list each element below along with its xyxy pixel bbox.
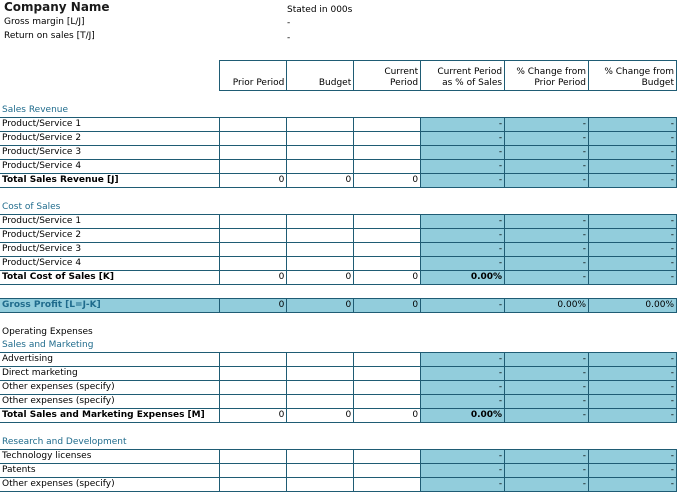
gross-profit-change[interactable]: 0.00% bbox=[505, 299, 589, 313]
gross-profit-value[interactable]: 0 bbox=[354, 299, 421, 313]
header-spacer bbox=[0, 61, 220, 91]
line-item-label: Product/Service 1 bbox=[0, 215, 220, 229]
input-cell[interactable] bbox=[220, 381, 287, 395]
calc-cell[interactable]: - bbox=[589, 367, 677, 381]
section-header bbox=[0, 436, 677, 450]
calc-cell[interactable]: - bbox=[589, 118, 677, 132]
column-header-4 bbox=[505, 61, 589, 91]
line-item-row bbox=[0, 367, 677, 381]
empty-cell bbox=[354, 91, 421, 105]
empty-cell bbox=[589, 313, 677, 327]
calc-cell[interactable]: - bbox=[421, 118, 505, 132]
empty-cell bbox=[421, 201, 505, 215]
calc-cell[interactable]: - bbox=[589, 160, 677, 174]
empty-cell bbox=[354, 339, 421, 353]
empty-cell bbox=[421, 339, 505, 353]
input-cell[interactable] bbox=[354, 464, 421, 478]
return-on-sales-label: Return on sales [T/J] bbox=[4, 31, 95, 41]
line-item-label: Product/Service 4 bbox=[0, 257, 220, 271]
input-cell[interactable] bbox=[287, 229, 354, 243]
empty-cell bbox=[421, 285, 505, 299]
empty-cell bbox=[220, 285, 287, 299]
input-cell[interactable] bbox=[220, 132, 287, 146]
line-item-row bbox=[0, 118, 677, 132]
calc-cell[interactable]: - bbox=[505, 367, 589, 381]
stated-in-label: Stated in 000s bbox=[287, 5, 353, 15]
empty-cell bbox=[589, 188, 677, 202]
input-cell[interactable] bbox=[220, 118, 287, 132]
input-cell[interactable] bbox=[287, 160, 354, 174]
blank-row bbox=[0, 313, 677, 327]
total-cost-of-sales-label: Total Cost of Sales [K] bbox=[0, 271, 220, 285]
empty-cell bbox=[287, 339, 354, 353]
empty-cell bbox=[421, 423, 505, 437]
change-cell[interactable]: - bbox=[505, 271, 589, 285]
blank-row bbox=[0, 188, 677, 202]
column-header-0 bbox=[220, 61, 287, 91]
empty-cell bbox=[589, 423, 677, 437]
line-item-label: Technology licenses bbox=[0, 450, 220, 464]
empty-cell bbox=[354, 285, 421, 299]
total-value[interactable]: 0 bbox=[287, 174, 354, 188]
calc-cell[interactable]: - bbox=[421, 243, 505, 257]
empty-cell bbox=[421, 91, 505, 105]
empty-cell bbox=[354, 423, 421, 437]
column-header-line1: % Change from bbox=[516, 67, 587, 77]
pct-of-sales-cell[interactable]: 0.00% bbox=[421, 409, 505, 423]
empty-cell bbox=[287, 104, 354, 118]
input-cell[interactable] bbox=[287, 395, 354, 409]
line-item-label: Patents bbox=[0, 464, 220, 478]
line-item-row bbox=[0, 464, 677, 478]
gross-margin-value[interactable]: - bbox=[287, 18, 291, 28]
input-cell[interactable] bbox=[220, 450, 287, 464]
calc-cell[interactable]: - bbox=[421, 381, 505, 395]
empty-cell bbox=[505, 201, 589, 215]
empty-cell bbox=[220, 91, 287, 105]
total-cost-of-sales bbox=[0, 271, 677, 285]
calc-cell[interactable]: - bbox=[505, 478, 589, 492]
line-item-label: Product/Service 4 bbox=[0, 160, 220, 174]
empty-cell bbox=[287, 436, 354, 450]
empty-cell bbox=[220, 313, 287, 327]
empty-cell bbox=[354, 313, 421, 327]
empty-cell bbox=[220, 188, 287, 202]
budget-sheet bbox=[0, 60, 677, 492]
blank-row bbox=[0, 285, 677, 299]
input-cell[interactable] bbox=[354, 160, 421, 174]
calc-cell[interactable]: - bbox=[421, 464, 505, 478]
empty-cell bbox=[589, 436, 677, 450]
column-header-line1 bbox=[289, 67, 351, 78]
calc-cell[interactable]: - bbox=[589, 464, 677, 478]
calc-cell[interactable]: - bbox=[421, 146, 505, 160]
empty-cell bbox=[354, 188, 421, 202]
empty-cell bbox=[505, 423, 589, 437]
input-cell[interactable] bbox=[220, 353, 287, 367]
total-value[interactable]: 0 bbox=[287, 409, 354, 423]
empty-cell bbox=[421, 436, 505, 450]
column-header-3 bbox=[421, 61, 505, 91]
gross-profit-pct[interactable]: - bbox=[421, 299, 505, 313]
empty-cell bbox=[0, 313, 220, 327]
column-header-1 bbox=[287, 61, 354, 91]
operating-expenses-header bbox=[0, 326, 677, 339]
empty-cell bbox=[287, 285, 354, 299]
calc-cell[interactable]: - bbox=[421, 478, 505, 492]
input-cell[interactable] bbox=[354, 381, 421, 395]
input-cell[interactable] bbox=[354, 367, 421, 381]
line-item-label: Other expenses (specify) bbox=[0, 381, 220, 395]
empty-cell bbox=[421, 326, 505, 339]
section-header bbox=[0, 104, 677, 118]
gross-profit-row bbox=[0, 299, 677, 313]
input-cell[interactable] bbox=[287, 464, 354, 478]
line-item-row bbox=[0, 381, 677, 395]
calc-cell[interactable]: - bbox=[421, 395, 505, 409]
empty-cell bbox=[220, 423, 287, 437]
line-item-row bbox=[0, 215, 677, 229]
line-item-label: Product/Service 3 bbox=[0, 146, 220, 160]
empty-cell bbox=[287, 201, 354, 215]
calc-cell[interactable]: - bbox=[505, 450, 589, 464]
input-cell[interactable] bbox=[354, 215, 421, 229]
empty-cell bbox=[421, 104, 505, 118]
column-header-line2: Prior Period bbox=[534, 78, 587, 88]
line-item-row bbox=[0, 450, 677, 464]
line-item-label: Product/Service 1 bbox=[0, 118, 220, 132]
input-cell[interactable] bbox=[220, 464, 287, 478]
section-sales-revenue: Sales Revenue bbox=[2, 105, 69, 115]
calc-cell[interactable]: - bbox=[505, 132, 589, 146]
calc-cell[interactable]: - bbox=[589, 132, 677, 146]
column-header-line2: Budget bbox=[318, 78, 352, 88]
empty-cell bbox=[505, 285, 589, 299]
change-cell[interactable]: - bbox=[505, 409, 589, 423]
line-item-row bbox=[0, 395, 677, 409]
input-cell[interactable] bbox=[220, 367, 287, 381]
calc-cell[interactable]: - bbox=[589, 243, 677, 257]
total-sales-revenue bbox=[0, 174, 677, 188]
calc-cell[interactable]: - bbox=[421, 229, 505, 243]
calc-cell[interactable]: - bbox=[505, 353, 589, 367]
section-header bbox=[0, 339, 677, 353]
total-sales-marketing-label: Total Sales and Marketing Expenses [M] bbox=[0, 409, 220, 423]
line-item-row bbox=[0, 160, 677, 174]
section-cost-of-sales: Cost of Sales bbox=[2, 202, 61, 212]
total-value[interactable]: 0 bbox=[220, 271, 287, 285]
blank-row bbox=[0, 423, 677, 437]
empty-cell bbox=[220, 436, 287, 450]
calc-cell[interactable]: - bbox=[505, 215, 589, 229]
calc-cell[interactable]: - bbox=[505, 146, 589, 160]
column-header-line1: % Change from bbox=[604, 67, 674, 77]
line-item-label: Other expenses (specify) bbox=[0, 478, 220, 492]
input-cell[interactable] bbox=[220, 257, 287, 271]
input-cell[interactable] bbox=[287, 146, 354, 160]
empty-cell bbox=[589, 104, 677, 118]
input-cell[interactable] bbox=[354, 118, 421, 132]
calc-cell[interactable]: - bbox=[505, 243, 589, 257]
input-cell[interactable] bbox=[220, 243, 287, 257]
gross-profit-value[interactable]: 0 bbox=[287, 299, 354, 313]
input-cell[interactable] bbox=[220, 160, 287, 174]
empty-cell bbox=[421, 188, 505, 202]
calc-cell[interactable]: - bbox=[421, 215, 505, 229]
change-cell[interactable]: - bbox=[589, 271, 677, 285]
empty-cell bbox=[220, 326, 287, 339]
empty-cell bbox=[505, 326, 589, 339]
empty-cell bbox=[354, 436, 421, 450]
column-header-line2: Period bbox=[390, 78, 419, 88]
empty-cell bbox=[505, 91, 589, 105]
calc-cell[interactable]: - bbox=[589, 353, 677, 367]
pct-of-sales-cell[interactable]: - bbox=[421, 174, 505, 188]
calc-cell[interactable]: - bbox=[505, 395, 589, 409]
input-cell[interactable] bbox=[287, 132, 354, 146]
total-value[interactable]: 0 bbox=[220, 409, 287, 423]
change-cell[interactable]: - bbox=[589, 174, 677, 188]
calc-cell[interactable]: - bbox=[421, 160, 505, 174]
gross-profit-change[interactable]: 0.00% bbox=[589, 299, 677, 313]
calc-cell[interactable]: - bbox=[421, 450, 505, 464]
total-value[interactable]: 0 bbox=[354, 271, 421, 285]
input-cell[interactable] bbox=[220, 229, 287, 243]
empty-cell bbox=[220, 339, 287, 353]
empty-cell bbox=[0, 91, 220, 105]
calc-cell[interactable]: - bbox=[589, 229, 677, 243]
empty-cell bbox=[354, 326, 421, 339]
empty-cell bbox=[287, 188, 354, 202]
input-cell[interactable] bbox=[287, 257, 354, 271]
gross-profit-label: Gross Profit [L=J-K] bbox=[0, 299, 220, 313]
calc-cell[interactable]: - bbox=[589, 450, 677, 464]
calc-cell[interactable]: - bbox=[589, 257, 677, 271]
line-item-row bbox=[0, 132, 677, 146]
empty-cell bbox=[354, 104, 421, 118]
calc-cell[interactable]: - bbox=[589, 478, 677, 492]
column-header-line1: Current Period bbox=[437, 67, 503, 77]
empty-cell bbox=[0, 423, 220, 437]
calc-cell[interactable]: - bbox=[505, 381, 589, 395]
calc-cell[interactable]: - bbox=[505, 229, 589, 243]
total-sales-revenue-label: Total Sales Revenue [J] bbox=[0, 174, 220, 188]
calc-cell[interactable]: - bbox=[421, 367, 505, 381]
empty-cell bbox=[0, 188, 220, 202]
line-item-row bbox=[0, 353, 677, 367]
empty-cell bbox=[287, 423, 354, 437]
column-header-line2: Prior Period bbox=[232, 78, 285, 88]
gross-margin-label: Gross margin [L/J] bbox=[4, 17, 85, 27]
input-cell[interactable] bbox=[287, 243, 354, 257]
calc-cell[interactable]: - bbox=[421, 353, 505, 367]
calc-cell[interactable]: - bbox=[505, 257, 589, 271]
input-cell[interactable] bbox=[354, 257, 421, 271]
blank-row bbox=[0, 91, 677, 105]
empty-cell bbox=[589, 91, 677, 105]
total-value[interactable]: 0 bbox=[287, 271, 354, 285]
input-cell[interactable] bbox=[354, 395, 421, 409]
column-header-2 bbox=[354, 61, 421, 91]
input-cell[interactable] bbox=[220, 146, 287, 160]
line-item-label: Product/Service 2 bbox=[0, 132, 220, 146]
column-header-5 bbox=[589, 61, 677, 91]
total-value[interactable]: 0 bbox=[354, 409, 421, 423]
input-cell[interactable] bbox=[354, 146, 421, 160]
empty-cell bbox=[589, 339, 677, 353]
input-cell[interactable] bbox=[354, 229, 421, 243]
calc-cell[interactable]: - bbox=[589, 146, 677, 160]
input-cell[interactable] bbox=[287, 215, 354, 229]
calc-cell[interactable]: - bbox=[589, 395, 677, 409]
input-cell[interactable] bbox=[354, 450, 421, 464]
change-cell[interactable]: - bbox=[589, 409, 677, 423]
input-cell[interactable] bbox=[220, 215, 287, 229]
empty-cell bbox=[220, 201, 287, 215]
empty-cell bbox=[505, 436, 589, 450]
column-header-line1 bbox=[222, 67, 284, 78]
line-item-label: Other expenses (specify) bbox=[0, 395, 220, 409]
calc-cell[interactable]: - bbox=[589, 215, 677, 229]
empty-cell bbox=[505, 104, 589, 118]
input-cell[interactable] bbox=[354, 243, 421, 257]
empty-cell bbox=[589, 326, 677, 339]
input-cell[interactable] bbox=[354, 132, 421, 146]
input-cell[interactable] bbox=[287, 381, 354, 395]
section-sales-and-marketing: Sales and Marketing bbox=[2, 340, 94, 350]
empty-cell bbox=[505, 188, 589, 202]
operating-expenses-label: Operating Expenses bbox=[2, 327, 93, 337]
gross-profit-value[interactable]: 0 bbox=[220, 299, 287, 313]
line-item-label: Product/Service 3 bbox=[0, 243, 220, 257]
line-item-row bbox=[0, 146, 677, 160]
input-cell[interactable] bbox=[354, 353, 421, 367]
calc-cell[interactable]: - bbox=[505, 464, 589, 478]
line-item-row bbox=[0, 243, 677, 257]
total-sales-marketing bbox=[0, 409, 677, 423]
empty-cell bbox=[287, 91, 354, 105]
calc-cell[interactable]: - bbox=[505, 160, 589, 174]
section-header bbox=[0, 201, 677, 215]
empty-cell bbox=[505, 339, 589, 353]
empty-cell bbox=[589, 201, 677, 215]
input-cell[interactable] bbox=[220, 395, 287, 409]
pct-of-sales-cell[interactable]: 0.00% bbox=[421, 271, 505, 285]
empty-cell bbox=[421, 313, 505, 327]
empty-cell bbox=[589, 285, 677, 299]
empty-cell bbox=[0, 285, 220, 299]
input-cell[interactable] bbox=[287, 118, 354, 132]
line-item-row bbox=[0, 257, 677, 271]
total-value[interactable]: 0 bbox=[354, 174, 421, 188]
company-name: Company Name bbox=[4, 0, 110, 14]
return-on-sales-value[interactable]: - bbox=[287, 33, 291, 43]
column-header-line2: as % of Sales bbox=[442, 78, 503, 88]
line-item-label: Product/Service 2 bbox=[0, 229, 220, 243]
calc-cell[interactable]: - bbox=[589, 381, 677, 395]
section-research-development: Research and Development bbox=[2, 437, 127, 447]
calc-cell[interactable]: - bbox=[505, 118, 589, 132]
change-cell[interactable]: - bbox=[505, 174, 589, 188]
column-header-line1: Current bbox=[384, 67, 419, 77]
line-item-label: Advertising bbox=[0, 353, 220, 367]
line-item-label: Direct marketing bbox=[0, 367, 220, 381]
empty-cell bbox=[354, 201, 421, 215]
empty-cell bbox=[287, 313, 354, 327]
calc-cell[interactable]: - bbox=[421, 257, 505, 271]
input-cell[interactable] bbox=[287, 367, 354, 381]
calc-cell[interactable]: - bbox=[421, 132, 505, 146]
empty-cell bbox=[220, 104, 287, 118]
column-header-line2: Budget bbox=[641, 78, 674, 88]
input-cell[interactable] bbox=[287, 450, 354, 464]
column-header-row bbox=[0, 61, 677, 91]
empty-cell bbox=[287, 326, 354, 339]
empty-cell bbox=[505, 313, 589, 327]
line-item-row bbox=[0, 229, 677, 243]
total-value[interactable]: 0 bbox=[220, 174, 287, 188]
input-cell[interactable] bbox=[287, 353, 354, 367]
